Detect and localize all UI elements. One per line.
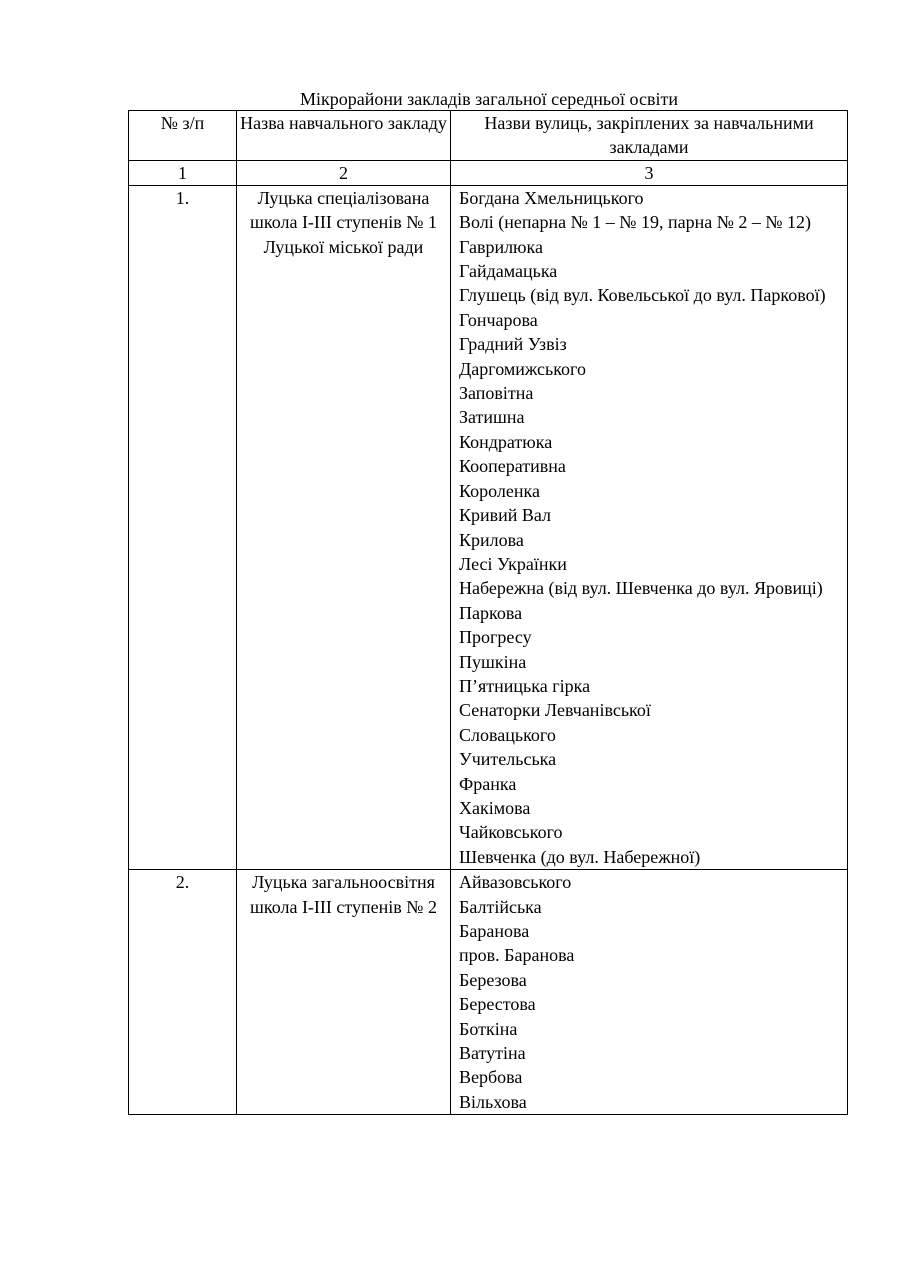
street-item: Короленка bbox=[459, 480, 540, 501]
street-item: Богдана Хмельницького bbox=[459, 187, 644, 208]
street-item: Кондратюка bbox=[459, 431, 553, 452]
street-item: Балтійська bbox=[459, 896, 542, 917]
column-index: 3 bbox=[451, 160, 848, 185]
microdistricts-table bbox=[128, 110, 848, 1115]
page-title: Мікрорайони закладів загальної середньої освіти bbox=[300, 89, 678, 109]
column-header-num: № з/п bbox=[129, 111, 237, 161]
street-item: Даргомижського bbox=[459, 358, 586, 379]
street-item: Лесі Українки bbox=[459, 553, 567, 574]
table-row bbox=[129, 870, 848, 1115]
street-item: Боткіна bbox=[459, 1018, 518, 1039]
street-item: Кривий Вал bbox=[459, 505, 552, 526]
column-index-row bbox=[129, 160, 848, 185]
street-item: Гончарова bbox=[459, 309, 538, 330]
street-item: Березова bbox=[459, 969, 527, 990]
street-item: пров. Баранова bbox=[459, 945, 575, 966]
table-header-row bbox=[129, 111, 848, 161]
street-item: Вербова bbox=[459, 1067, 523, 1088]
street-item: Волі (непарна № 1 – № 19, парна № 2 – № 12) bbox=[459, 212, 812, 233]
street-item: Затишна bbox=[459, 407, 525, 428]
street-item: Сенаторки Левчанівської bbox=[459, 700, 651, 721]
row-number: 2. bbox=[129, 870, 237, 1115]
street-item: Набережна (від вул. Шевченка до вул. Яровиці) bbox=[459, 578, 823, 599]
street-item: Шевченка (до вул. Набережної) bbox=[459, 846, 701, 867]
column-header-streets: Назви вулиць, закріплених за навчальними закладами bbox=[451, 111, 848, 161]
street-item: Кооперативна bbox=[459, 456, 566, 477]
street-item: Паркова bbox=[459, 602, 523, 623]
street-item: Пушкіна bbox=[459, 651, 527, 672]
street-item: Ватутіна bbox=[459, 1043, 526, 1064]
street-item: Учительська bbox=[459, 749, 557, 770]
street-item: Берестова bbox=[459, 994, 536, 1015]
street-item: Вільхова bbox=[459, 1091, 527, 1112]
street-item: Словацького bbox=[459, 724, 556, 745]
street-item: Айвазовського bbox=[459, 872, 572, 893]
column-index: 2 bbox=[237, 160, 451, 185]
street-item: Гаврилюка bbox=[459, 236, 543, 257]
street-item: Крилова bbox=[459, 529, 524, 550]
table-row bbox=[129, 185, 848, 869]
street-item: Баранова bbox=[459, 921, 530, 941]
school-name: Луцька загальноосвітня школа I-III ступенів № 2 bbox=[237, 870, 451, 1115]
column-index: 1 bbox=[129, 160, 237, 185]
street-item: Франка bbox=[459, 773, 517, 794]
street-item: Заповітна bbox=[459, 383, 534, 404]
column-header-school: Назва навчального закладу bbox=[237, 111, 451, 161]
street-item: Глушець (від вул. Ковельської до вул. Паркової) bbox=[459, 285, 826, 306]
street-item: Чайковського bbox=[459, 822, 563, 843]
street-list bbox=[451, 870, 848, 1115]
street-item: П’ятницька гірка bbox=[459, 675, 591, 696]
street-list bbox=[451, 185, 848, 869]
row-number: 1. bbox=[129, 185, 237, 869]
school-name: Луцька спеціалізована школа I-III ступенів № 1 Луцької міської ради bbox=[237, 185, 451, 869]
street-item: Хакімова bbox=[459, 797, 531, 818]
street-item: Прогресу bbox=[459, 627, 532, 648]
street-item: Гайдамацька bbox=[459, 261, 558, 282]
street-item: Градний Узвіз bbox=[459, 334, 567, 355]
